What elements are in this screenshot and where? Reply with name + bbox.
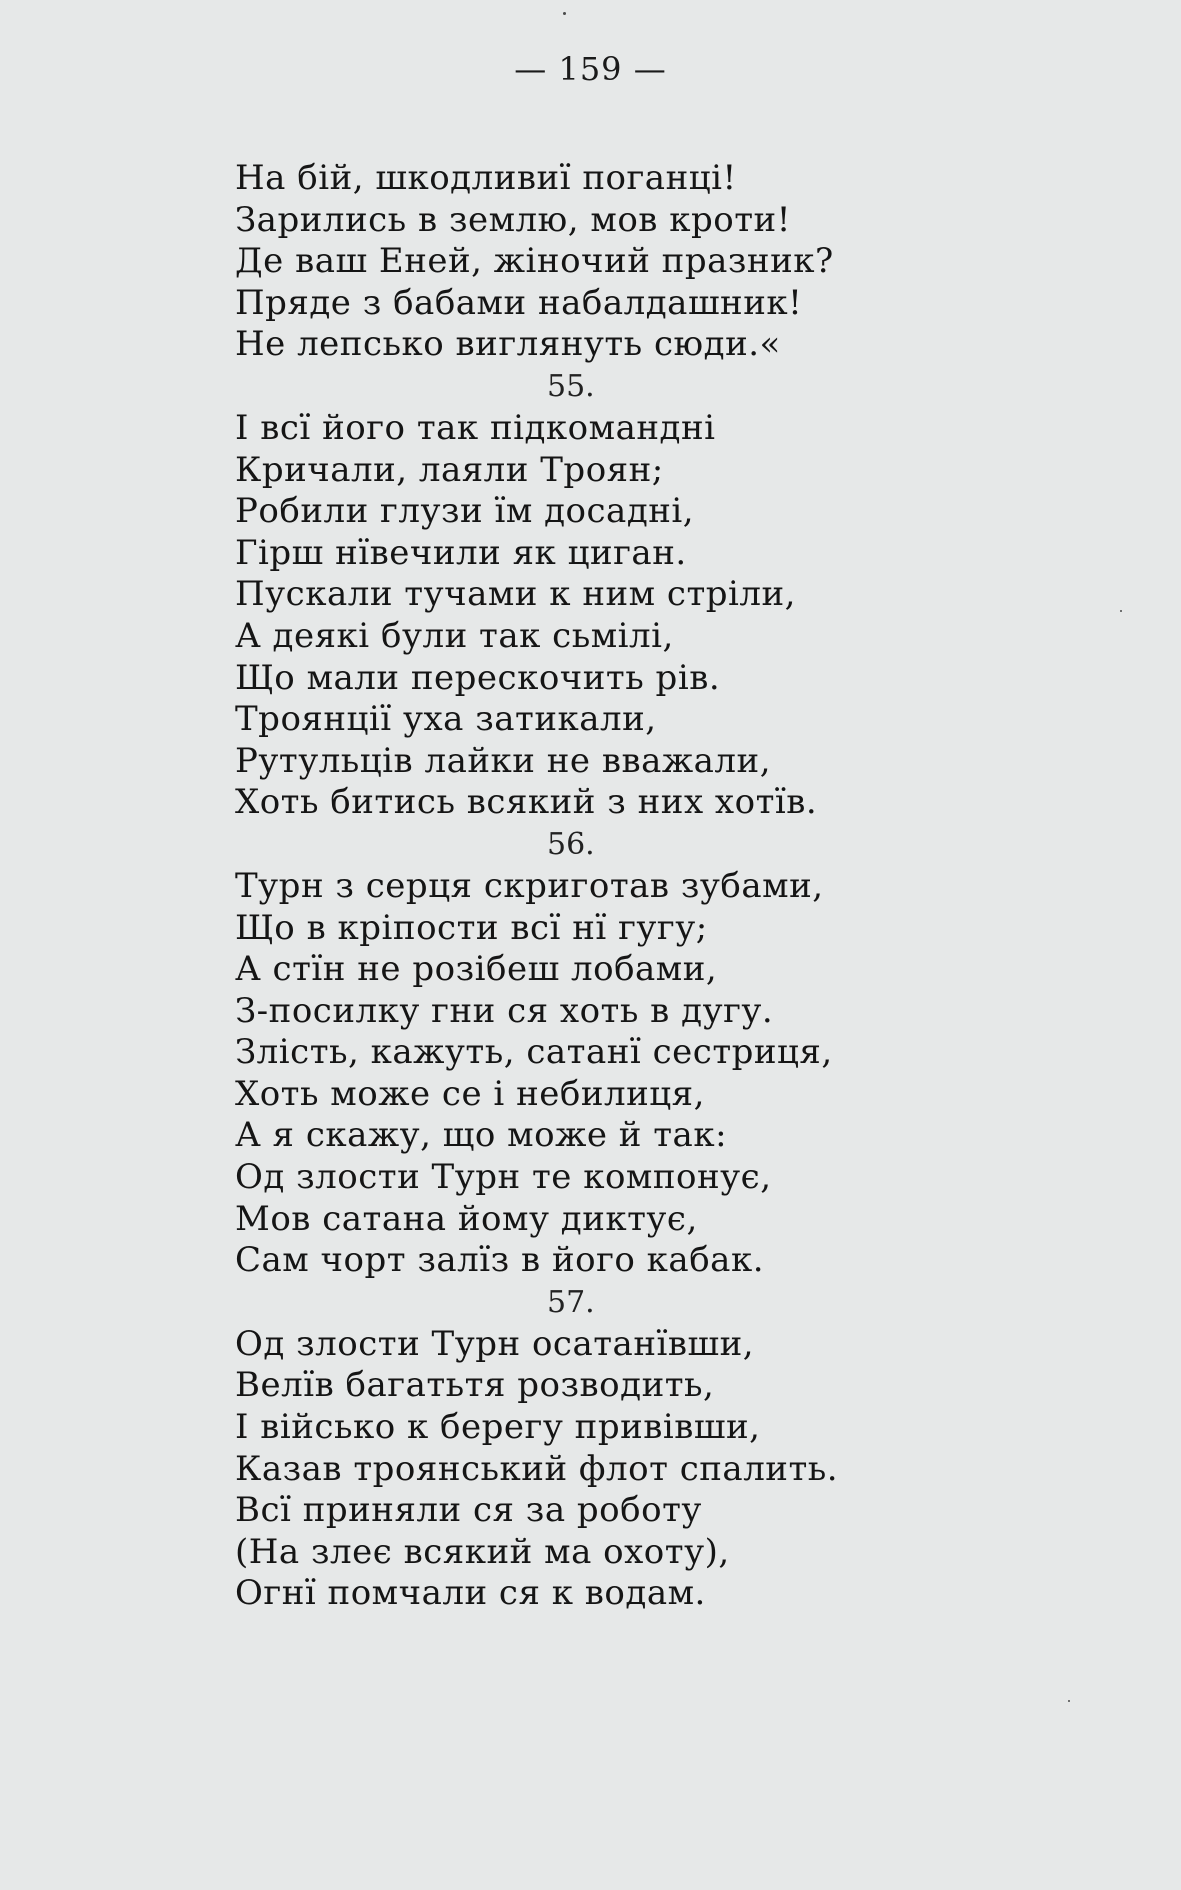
poem-line: А стїн не розібеш лобами, (235, 949, 718, 990)
poem-line: (На злеє всякий ма охоту), (235, 1531, 730, 1572)
poem-line: Всї приняли ся за роботу (235, 1490, 702, 1531)
poem-line: Велїв багатьтя розводить, (235, 1365, 715, 1406)
page-number: — 159 — (514, 50, 667, 88)
poem-line: І всї його так підкомандні (235, 407, 716, 448)
poem-line: Не лепсько виглянуть сюди.« (235, 324, 781, 365)
poem-line: Мов сатана йому диктує, (235, 1198, 698, 1239)
poem-line: Од злости Турн осатанївши, (235, 1323, 755, 1364)
poem-line: Пускали тучами к ним стріли, (235, 574, 796, 615)
paper-speck (1120, 610, 1122, 612)
poem-line: Зарились в землю, мов кроти! (235, 199, 791, 240)
poem-line: Що мали перескочить рів. (235, 657, 721, 698)
poem-line: З-посилку гни ся хоть в дугу. (235, 990, 774, 1031)
poem-line: Гірш нївечили як циган. (235, 532, 687, 573)
paper-speck (563, 12, 566, 15)
poem-line: А деякі були так сьмілі, (235, 615, 674, 656)
poem-line: Огнї помчали ся к водам. (235, 1573, 706, 1614)
stanza-57 (235, 1282, 935, 1615)
poem-line: На бій, шкодливиї поганці! (235, 158, 737, 198)
poem-line: А я скажу, що може й так: (235, 1115, 728, 1156)
stanza-56 (235, 824, 935, 1282)
poem-line: Хоть може се і небилиця, (235, 1073, 705, 1114)
poem-line: Сам чорт залїз в його кабак. (235, 1240, 764, 1281)
stanza-55 (235, 366, 935, 824)
paper-speck (1068, 1700, 1070, 1702)
poem-line: Пряде з бабами набалдашник! (235, 282, 803, 323)
poem-text (235, 158, 935, 1615)
poem-line: Казав троянський флот спалить. (235, 1448, 839, 1489)
stanza-number: 57. (547, 1284, 595, 1320)
stanza-number: 56. (547, 826, 595, 862)
poem-line: Хоть битись всякий з них хотїв. (235, 782, 818, 823)
poem-line: Робили глузи їм досадні, (235, 491, 695, 532)
poem-line: Злість, кажуть, сатанї сестриця, (235, 1032, 833, 1073)
poem-line: І військо к берегу привівши, (235, 1407, 761, 1448)
poem-line: Турн з серця скриготав зубами, (235, 865, 824, 906)
stanza-54-end (235, 158, 935, 366)
poem-line: Кричали, лаяли Троян; (235, 449, 664, 490)
stanza-number: 55. (547, 368, 595, 404)
poem-line: Де ваш Еней, жіночий празник? (235, 241, 834, 282)
poem-line: Троянції уха затикали, (235, 699, 657, 740)
poem-line: Од злости Турн те компонує, (235, 1157, 772, 1198)
poem-line: Що в кріпости всї нї гугу; (235, 907, 708, 948)
poem-line: Рутульців лайки не вважали, (235, 740, 772, 781)
